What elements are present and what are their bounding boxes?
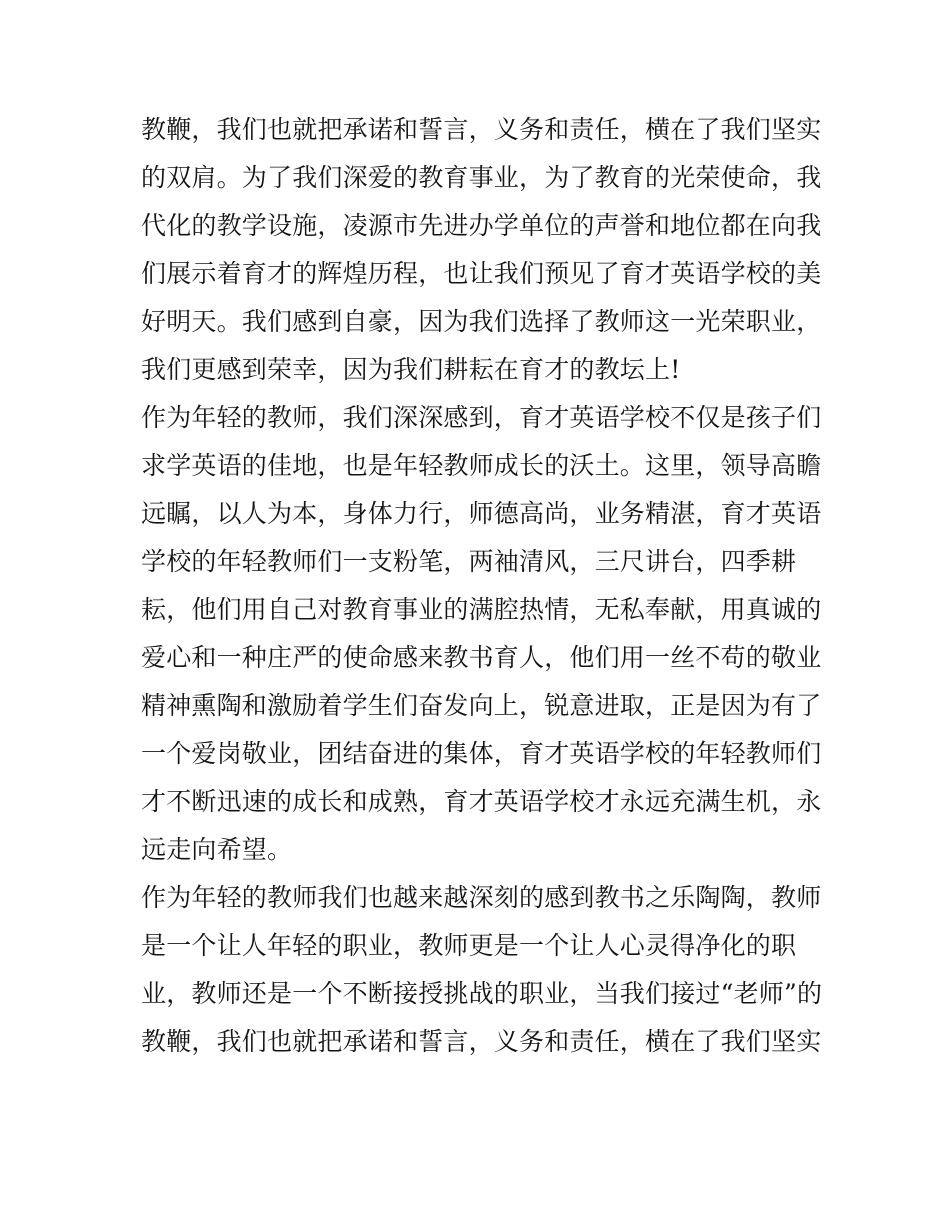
text-line: 业，教师还是一个不断接授挑战的职业，当我们接过“老师”的 [141, 979, 823, 1008]
text-line: 好明天。我们感到自豪，因为我们选择了教师这一光荣职业， [141, 307, 822, 336]
text-line: 作为年轻的教师我们也越来越深刻的感到教书之乐陶陶，教师 [141, 883, 822, 912]
text-line: 精神熏陶和激励着学生们奋发向上，锐意进取，正是因为有了 [141, 691, 822, 720]
text-line: 耘，他们用自己对教育事业的满腔热情，无私奉献，用真诚的 [141, 595, 822, 624]
text-line: 们展示着育才的辉煌历程，也让我们预见了育才英语学校的美 [141, 259, 822, 288]
text-line: 代化的教学设施，凌源市先进办学单位的声誉和地位都在向我 [141, 211, 822, 240]
text-line: 学校的年轻教师们一支粉笔，两袖清风，三尺讲台，四季耕 [141, 547, 797, 576]
text-line: 作为年轻的教师，我们深深感到，育才英语学校不仅是孩子们 [141, 403, 822, 432]
text-line: 远瞩，以人为本，身体力行，师德高尚，业务精湛，育才英语 [141, 499, 822, 528]
text-line: 我们更感到荣幸，因为我们耕耘在育才的教坛上! [141, 355, 681, 384]
text-line: 教鞭，我们也就把承诺和誓言，义务和责任，横在了我们坚实 [141, 115, 822, 144]
text-line: 教鞭，我们也就把承诺和誓言，义务和责任，横在了我们坚实 [141, 1027, 822, 1056]
document-body [141, 106, 823, 1066]
text-line: 的双肩。为了我们深爱的教育事业，为了教育的光荣使命，我 [141, 163, 822, 192]
text-line: 是一个让人年轻的职业，教师更是一个让人心灵得净化的职 [141, 931, 797, 960]
text-line: 远走向希望。 [141, 835, 293, 864]
text-line: 爱心和一种庄严的使命感来教书育人，他们用一丝不苟的敬业 [141, 643, 822, 672]
text-line: 才不断迅速的成长和成熟，育才英语学校才永远充满生机，永 [141, 787, 822, 816]
text-line: 求学英语的佳地，也是年轻教师成长的沃土。这里，领导高瞻 [141, 451, 822, 480]
text-line: 一个爱岗敬业，团结奋进的集体，育才英语学校的年轻教师们 [141, 739, 822, 768]
